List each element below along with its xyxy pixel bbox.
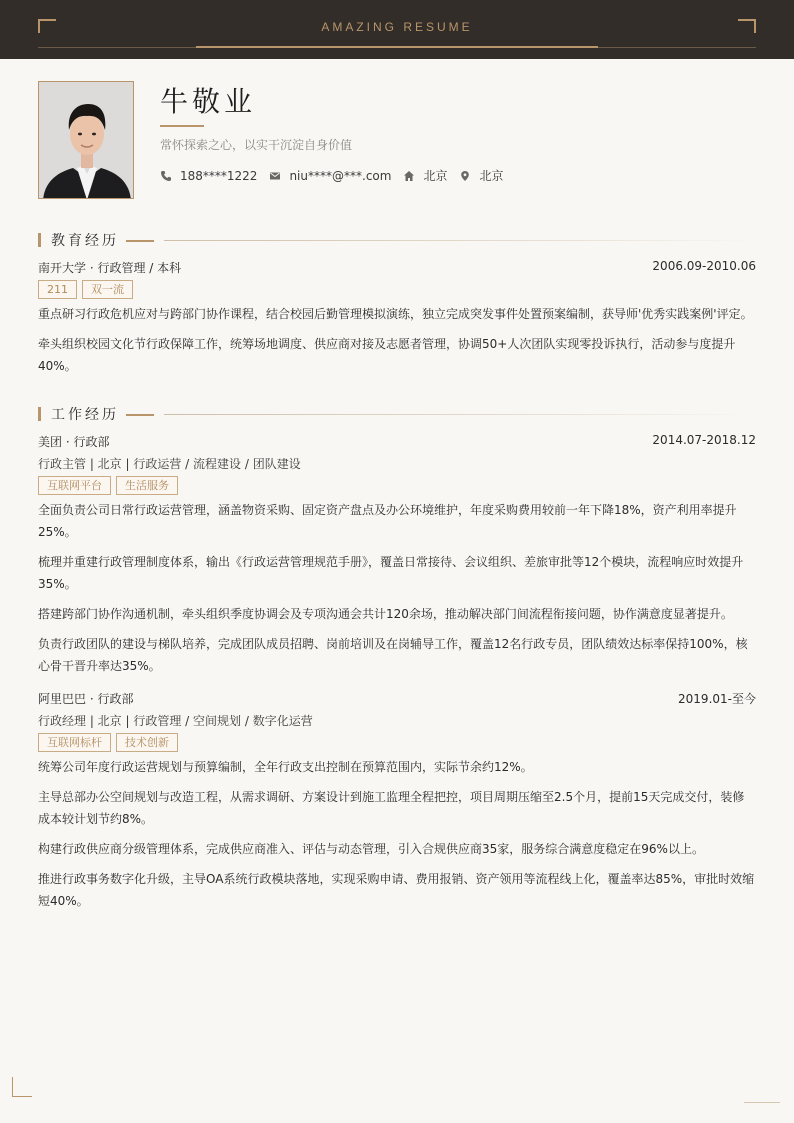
job-bullet: 搭建跨部门协作沟通机制，牵头组织季度协调会及专项沟通会共计120余场，推动解决部门间流程衔接问题，协作满意度显著提升。 (38, 607, 733, 621)
tag: 双一流 (82, 280, 133, 299)
job-tags (38, 476, 183, 495)
section-header-work (38, 406, 756, 422)
job-meta: 行政经理 | 北京 | 行政管理 / 空间规划 / 数字化运营 (38, 714, 313, 728)
tag: 技术创新 (116, 733, 178, 752)
section-marker (38, 233, 41, 247)
section-rule-short (126, 414, 154, 416)
email-address: niu****@***.com (289, 168, 392, 183)
job-bullet: 全面负责公司日常行政运营管理，涵盖物资采购、固定资产盘点及办公环境维护，年度采购费用较前一年下降18%，资产利用率提升25%。 (38, 503, 737, 539)
hometown-text: 北京 (423, 169, 448, 183)
job-date: 2019.01-至今 (678, 692, 756, 706)
contact-phone[interactable] (160, 169, 257, 183)
section-header-education (38, 232, 756, 248)
person-portrait-icon (39, 82, 134, 199)
corner-ornament-top-left (38, 19, 56, 33)
job-bullet: 主导总部办公空间规划与改造工程，从需求调研、方案设计到施工监理全程把控，项目周期压缩至2.5个月，提前15天完成交付，装修成本较计划节约8%。 (38, 790, 745, 826)
education-date: 2006.09-2010.06 (652, 259, 756, 273)
footer-ornament-line (744, 1102, 780, 1103)
company-and-department: 阿里巴巴 · 行政部 (38, 692, 134, 706)
job-bullet: 负责行政团队的建设与梯队培养，完成团队成员招聘、岗前培训及在岗辅导工作，覆盖12名行政专员，团队绩效达标率保持100%，核心骨干晋升率达35%。 (38, 637, 748, 673)
candidate-name: 牛敬业 (160, 85, 257, 118)
contact-location (459, 167, 503, 184)
section-rule-long (164, 240, 756, 241)
corner-ornament-bottom-left (12, 1077, 32, 1097)
resume-header-band (0, 0, 794, 59)
mail-icon (269, 170, 281, 182)
contact-email[interactable] (269, 169, 391, 183)
tag: 生活服务 (116, 476, 178, 495)
job-bullet: 梳理并重建行政管理制度体系，输出《行政运营管理规范手册》，覆盖日常接待、会议组织、差旅审批等12个模块，流程响应时效提升35%。 (38, 555, 744, 591)
phone-icon (160, 170, 172, 182)
job-date: 2014.07-2018.12 (652, 433, 756, 447)
location-pin-icon (459, 170, 471, 182)
tag: 211 (38, 280, 77, 299)
education-entry-header (38, 259, 756, 276)
phone-number: 188****1222 (180, 168, 258, 183)
education-bullet: 重点研习行政危机应对与跨部门协作课程，结合校园后勤管理模拟演练，独立完成突发事件处置预案编制，获导师'优秀实践案例'评定。 (38, 307, 753, 321)
job-bullet: 统筹公司年度行政运营规划与预算编制，全年行政支出控制在预算范围内，实际节余约12%。 (38, 760, 533, 774)
job-entry-header (38, 690, 756, 707)
section-rule-short (126, 240, 154, 242)
tag: 互联网平台 (38, 476, 111, 495)
section-title-education: 教育经历 (51, 233, 119, 249)
corner-ornament-top-right (738, 19, 756, 33)
school-and-major: 南开大学 · 行政管理 / 本科 (38, 261, 182, 275)
contact-info (160, 167, 515, 184)
section-title-work: 工作经历 (51, 407, 119, 423)
job-tags (38, 733, 183, 752)
name-underline (160, 125, 204, 127)
candidate-motto: 常怀探索之心，以实干沉淀自身价值 (160, 138, 353, 152)
job-bullet: 构建行政供应商分级管理体系，完成供应商准入、评估与动态管理，引入合规供应商35家，服务综合满意度稳定在96%以上。 (38, 842, 704, 856)
header-rule-accent (196, 46, 598, 48)
brand-title: AMAZING RESUME (321, 20, 473, 34)
section-rule-long (164, 414, 756, 415)
education-tags (38, 280, 138, 299)
home-icon (403, 170, 415, 182)
education-bullet: 牵头组织校园文化节行政保障工作，统筹场地调度、供应商对接及志愿者管理，协调50+人次团队实现零投诉执行，活动参与度提升40%。 (38, 337, 736, 373)
job-meta: 行政主管 | 北京 | 行政运营 / 流程建设 / 团队建设 (38, 457, 301, 471)
job-bullet: 推进行政事务数字化升级，主导OA系统行政模块落地，实现采购申请、费用报销、资产领用等流程线上化，覆盖率达85%，审批时效缩短40%。 (38, 872, 755, 908)
tag: 互联网标杆 (38, 733, 111, 752)
company-and-department: 美团 · 行政部 (38, 435, 110, 449)
job-entry-header (38, 433, 756, 450)
contact-hometown (403, 167, 447, 184)
location-text: 北京 (479, 169, 504, 183)
section-marker (38, 407, 41, 421)
profile-photo (38, 81, 134, 199)
